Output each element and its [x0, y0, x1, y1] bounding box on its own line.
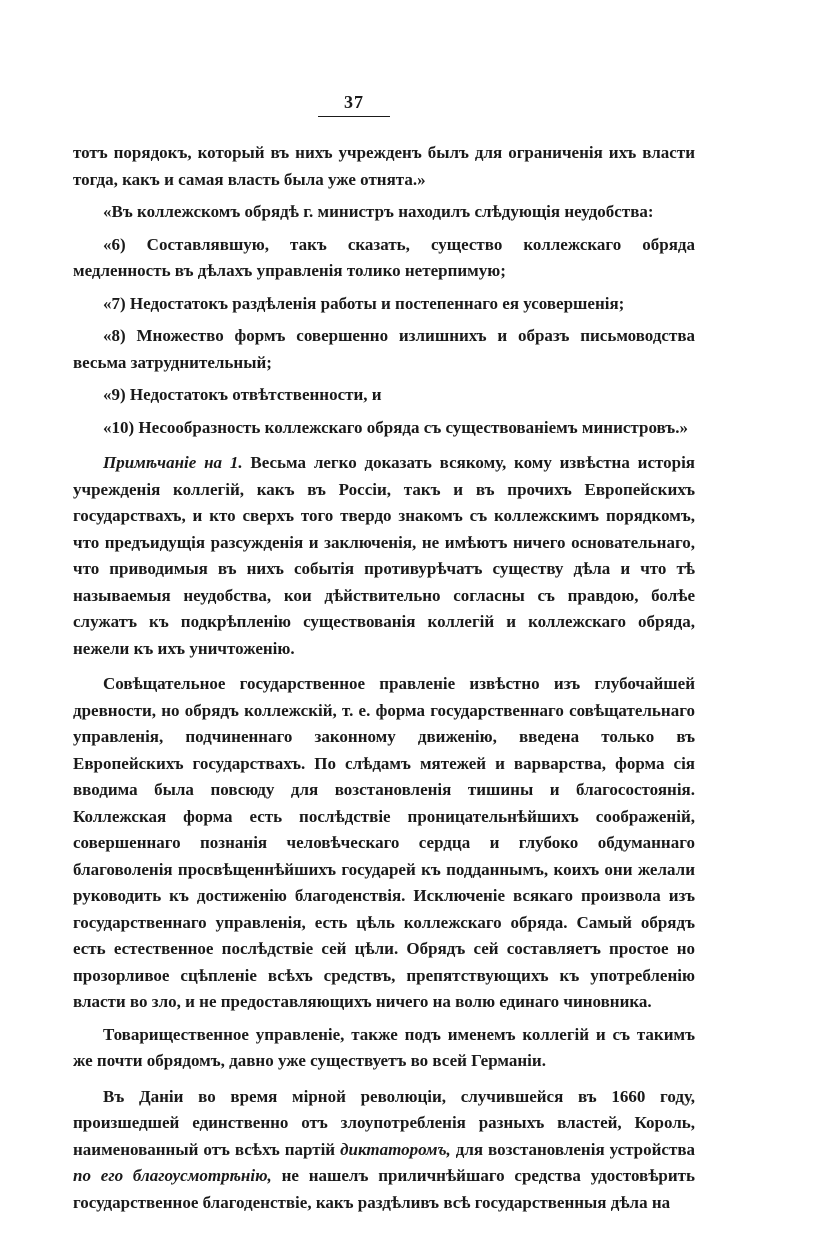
page-body	[73, 140, 695, 1216]
text-run: для возстановленія устройства	[450, 1139, 695, 1159]
paragraph	[73, 382, 695, 409]
paragraph	[73, 199, 695, 226]
emphasized-text: диктаторомъ,	[340, 1139, 451, 1159]
text-run: не нашелъ приличнѣйшаго средства удостовѣрить государственное благоденствіе, какъ раздѣливъ всѣ государственныя дѣла на	[73, 1166, 695, 1212]
paragraph	[73, 1084, 695, 1217]
text-run: «6) Составлявшую, такъ сказать, существо коллежскаго обряда медленность въ дѣлахъ управленія толико нетерпимую;	[73, 234, 695, 280]
text-run: «7) Недостатокъ раздѣленія работы и постепеннаго ея усовершенія;	[103, 293, 625, 313]
paragraph	[73, 671, 695, 1016]
emphasized-text: по его благоусмотрѣнію,	[73, 1166, 272, 1185]
paragraph	[73, 140, 695, 193]
text-run: Совѣщательное государственное правленіе извѣстно изъ глубочайшей древности, но обрядъ коллежскій, т. е. форма государственнаго совѣщательнаго управленія, подчиненнаго законному движенію, введена только въ Европейскихъ государствахъ. По слѣдамъ мятежей и варварства, форма сія вводима была повсюду для возстановленія тишины и благосостоянія. Коллежская форма есть послѣдствіе проницательнѣйшихъ соображеній, совершеннаго познанія человѣческаго сердца и глубоко обдуманнаго благоволенія просвѣщеннѣйшихъ государей къ подданнымъ, коихъ они желали руководить къ достиженію благоденствія. Исключеніе всякаго произвола изъ государственнаго управленія, есть цѣль коллежскаго обряда. Самый обрядъ есть естественное послѣдствіе сей цѣли. Обрядъ сей составляетъ простое но прозорливое сцѣпленіе всѣхъ средствъ, препятствующихъ къ употребленію власти во зло, и не предоставляющихъ ничего на волю единаго чиновника.	[73, 674, 695, 1011]
text-run: «10) Несообразность коллежскаго обряда съ существованіемъ министровъ.»	[103, 417, 688, 437]
page-number-text: 37	[318, 92, 390, 117]
emphasized-text: Примѣчаніе на 1.	[103, 453, 243, 472]
page-number	[73, 92, 695, 117]
book-page	[73, 0, 695, 1256]
footnote-paragraph	[73, 450, 695, 662]
text-run: Товарищественное управленіе, также подъ именемъ коллегій и съ такимъ же почти обрядомъ, давно уже существуетъ во всей Германіи.	[73, 1024, 695, 1070]
text-run: «9) Недостатокъ отвѣтственности, и	[103, 385, 382, 404]
paragraph	[73, 232, 695, 285]
text-run: тотъ порядокъ, который въ нихъ учрежденъ былъ для ограниченія ихъ власти тогда, какъ и самая власть была уже отнята.»	[73, 143, 695, 189]
paragraph	[73, 323, 695, 376]
paragraph	[73, 1022, 695, 1075]
text-run: «Въ коллежскомъ обрядѣ г. министръ находилъ слѣдующія неудобства:	[103, 202, 654, 221]
text-run: «8) Множество формъ совершенно излишнихъ и образъ письмоводства весьма затруднительный;	[73, 326, 695, 372]
paragraph	[73, 415, 695, 442]
text-run: Весьма легко доказать всякому, кому извѣстна исторія учрежденія коллегій, какъ въ Россіи, такъ и въ прочихъ Европейскихъ государствахъ, и кто сверхъ того твердо знакомъ съ коллежскимъ порядкомъ, что предъидущія разсужденія и заключенія, не имѣютъ ничего основательнаго, что приводимыя въ нихъ событія противурѣчатъ существу дѣла и что тѣ называемыя неудобства, кои дѣйствительно согласны съ правдою, болѣе служатъ къ подкрѣпленію существованія коллегій и коллежскаго обряда, нежели къ ихъ уничтоженію.	[73, 453, 695, 658]
text-run: Въ Даніи во время мірной революціи, случившейся въ 1660 году, произшедшей единственно отъ злоупотребленія разныхъ властей, Король, наименованный отъ всѣхъ партій	[73, 1086, 695, 1159]
paragraph	[73, 291, 695, 318]
